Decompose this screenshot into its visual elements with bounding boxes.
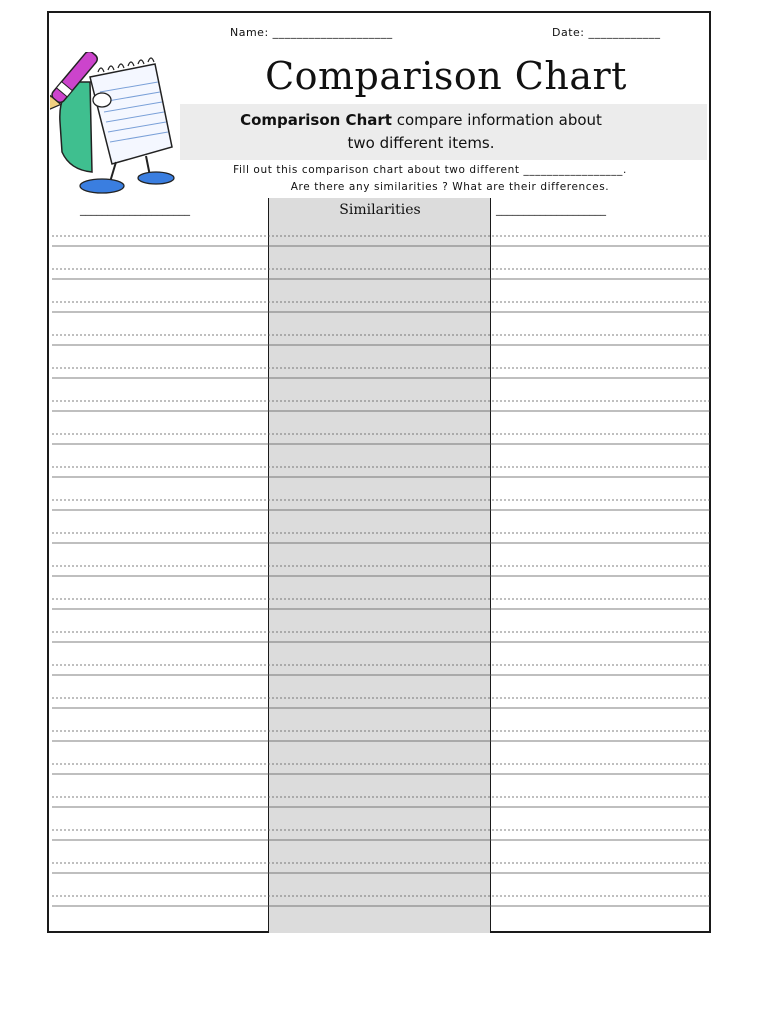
instruction-line-1: Fill out this comparison chart about two different _________________. <box>233 164 627 176</box>
similarities-heading: Similarities <box>339 202 421 218</box>
page-title: Comparison Chart <box>265 54 627 98</box>
date-field-label: Date: ____________ <box>552 26 661 39</box>
subtitle-rest: compare information about <box>391 111 602 129</box>
right-item-heading[interactable]: ____________________ <box>496 203 606 216</box>
subtitle-line2: two different items. <box>347 134 495 152</box>
name-field-label: Name: ____________________ <box>230 26 393 39</box>
left-item-heading[interactable]: ____________________ <box>80 203 190 216</box>
subtitle-bold: Comparison Chart <box>240 111 392 129</box>
instruction-line-2: Are there any similarities ? What are their differences. <box>290 181 610 193</box>
